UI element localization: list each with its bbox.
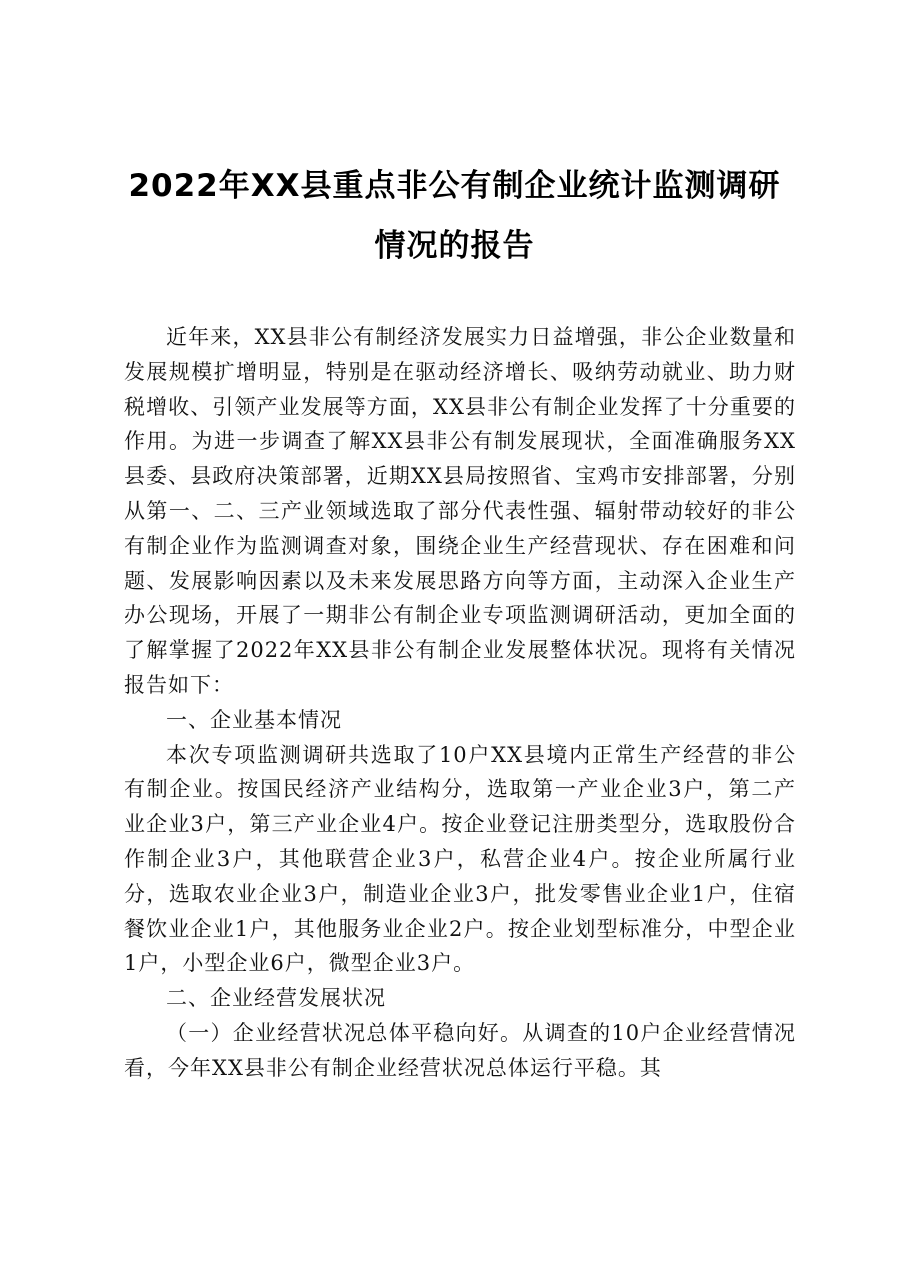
basic-info-paragraph: 本次专项监测调研共选取了10户XX县境内正常生产经营的非公有制企业。按国民经济产业结构分，选取第一产业企业3户，第二产业企业3户，第三产业企业4户。按企业登记注册类型分，选取股份合作制企业3户，其他联营企业3户，私营企业4户。按企业所属行业分，选取农业企业3户，制造业企业3户，批发零售业企业1户，住宿餐饮业企业1户，其他服务业企业2户。按企业划型标准分，中型企业1户，小型企业6户，微型企业3户。 — [124, 742, 796, 976]
section-heading-1: 一、企业基本情况 — [166, 707, 342, 732]
intro-paragraph: 近年来，XX县非公有制经济发展实力日益增强，非公企业数量和发展规模扩增明显，特别是在驱动经济增长、吸纳劳动就业、助力财税增收、引领产业发展等方面，XX县非公有制企业发挥了十分重要的作用。为进一步调查了解XX县非公有制发展现状，全面准确服务XX县委、县政府决策部署，近期XX县局按照省、宝鸡市安排部署，分别从第一、二、三产业领域选取了部分代表性强、辐射带动较好的非公有制企业作为监测调查对象，围绕企业生产经营现状、存在困难和问题、发展影响因素以及未来发展思路方向等方面，主动深入企业生产办公现场，开展了一期非公有制企业专项监测调研活动，更加全面的了解掌握了2022年XX县非公有制企业发展整体状况。现将有关情况报告如下： — [124, 325, 796, 697]
document-title-line-1: 2022年XX县重点非公有制企业统计监测调研 — [128, 168, 781, 204]
document-body — [124, 320, 796, 1086]
section-heading-2: 二、企业经营发展状况 — [166, 986, 386, 1011]
document-title-line-2: 情况的报告 — [374, 228, 535, 264]
operation-status-paragraph: （一）企业经营状况总体平稳向好。从调查的10户企业经营情况看，今年XX县非公有制企业经营状况总体运行平稳。其 — [124, 1020, 796, 1080]
